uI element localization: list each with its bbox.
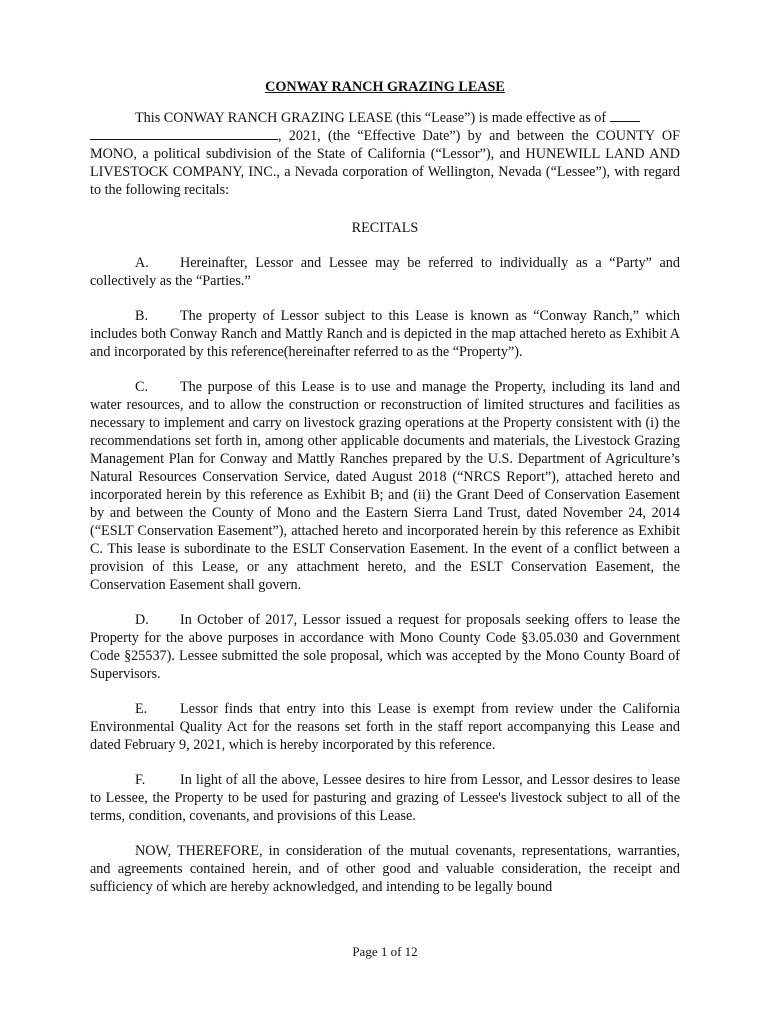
intro-paragraph bbox=[90, 109, 680, 199]
recital-letter: C. bbox=[135, 379, 149, 395]
intro-text-end: , 2021, (the “Effective Date”) by and between the COUNTY OF MONO, a political subdivision of the State of California (“Lessor”), and HUNEWILL LAND AND LIVESTOCK COMPANY, INC., a Nevada corporation of Wellington, Nevada (“Lessee”), with regard to the following recitals: bbox=[90, 128, 680, 198]
recital-letter: B. bbox=[135, 308, 149, 324]
recital-text: Hereinafter, Lessor and Lessee may be referred to individually as a “Party” and collectively as the “Parties.” bbox=[90, 255, 680, 289]
recitals-heading: RECITALS bbox=[351, 220, 419, 236]
recital-text: In October of 2017, Lessor issued a request for proposals seeking offers to lease the Property for the above purposes in accordance with Mono County Code §3.05.030 and Government Code §25537). Lessee submitted the sole proposal, which was accepted by the Mono County Board of Supervisors. bbox=[90, 612, 680, 682]
recital-text: The property of Lessor subject to this Lease is known as “Conway Ranch,” which includes both Conway Ranch and Mattly Ranch and is depicted in the map attached hereto as Exhibit A and incorporated by this reference(hereinafter referred to as the “Property”). bbox=[90, 308, 680, 360]
recital-d bbox=[90, 611, 680, 683]
document-title: CONWAY RANCH GRAZING LEASE bbox=[265, 79, 505, 95]
recital-text: The purpose of this Lease is to use and manage the Property, including its land and water resources, and to allow the construction or reconstruction of limited structures and facilities as necessary to implement and carry on livestock grazing operations at the Property consistent with (i) the recommendations set forth in, among other applicable documents and materials, the Livestock Grazing Management Plan for Conway and Mattly Ranches prepared by the U.S. Department of Agriculture’s Natural Resources Conservation Service, dated August 2018 (“NRCS Report”), attached hereto and incorporated herein by this reference as Exhibit B; and (ii) the Grant Deed of Conservation Easement by and between the County of Mono and the Eastern Sierra Land Trust, dated November 24, 2014 (“ESLT Conservation Easement”), attached hereto and incorporated herein by this reference as Exhibit C. This lease is subordinate to the ESLT Conservation Easement. In the event of a conflict between a provision of this Lease, or any attachment hereto, and the ESLT Conservation Easement, the Conservation Easement shall govern. bbox=[90, 379, 680, 593]
page-number: Page 1 of 12 bbox=[352, 944, 418, 959]
recital-text: In light of all the above, Lessee desires to hire from Lessor, and Lessor desires to lease to Lessee, the Property to be used for pasturing and grazing of Lessee's livestock subject to all of the terms, condition, covenants, and provisions of this Lease. bbox=[90, 772, 680, 824]
recital-letter: A. bbox=[135, 255, 149, 271]
effective-date-blank-2 bbox=[90, 127, 278, 140]
document-page bbox=[90, 72, 680, 896]
recital-b bbox=[90, 307, 680, 361]
recital-e bbox=[90, 700, 680, 754]
effective-date-blank-1 bbox=[610, 109, 640, 122]
recital-letter: D. bbox=[135, 612, 149, 628]
recital-c bbox=[90, 378, 680, 594]
now-therefore-paragraph: NOW, THEREFORE, in consideration of the mutual covenants, representations, warranties, and agreements contained herein, and of other good and valuable consideration, the receipt and sufficiency of which are hereby acknowledged, and intending to be legally bound bbox=[90, 843, 680, 895]
recital-letter: E. bbox=[135, 701, 148, 717]
recital-text: Lessor finds that entry into this Lease is exempt from review under the California Environmental Quality Act for the reasons set forth in the staff report accompanying this Lease and dated February 9, 2021, which is hereby incorporated by this reference. bbox=[90, 701, 680, 753]
intro-text-start: This CONWAY RANCH GRAZING LEASE (this “Lease”) is made effective as of bbox=[135, 110, 610, 126]
recital-f bbox=[90, 771, 680, 825]
recital-letter: F. bbox=[135, 772, 146, 788]
recital-a bbox=[90, 254, 680, 290]
